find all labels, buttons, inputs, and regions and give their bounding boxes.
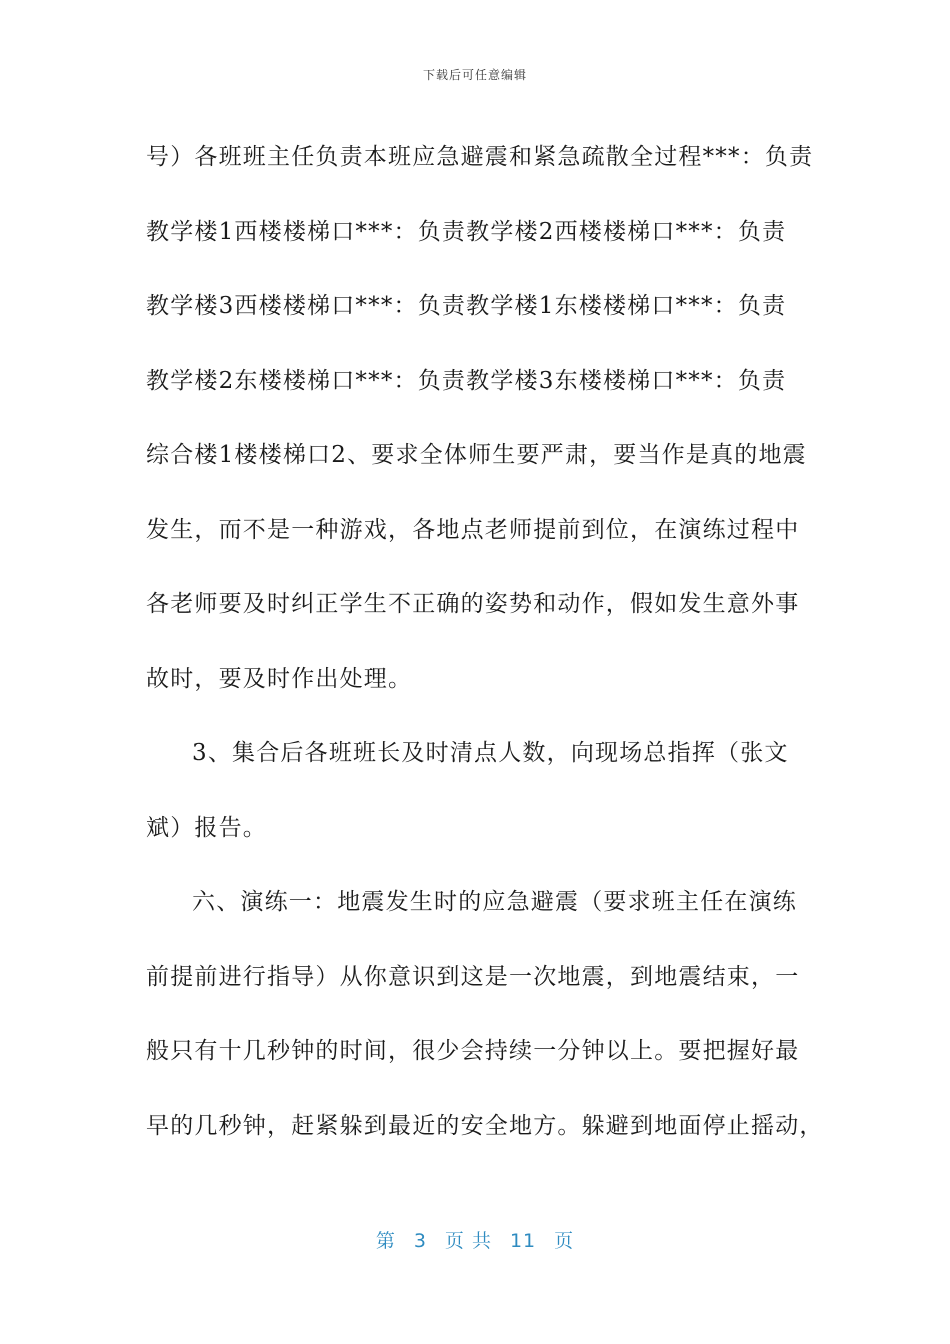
text-line: 发生，而不是一种游戏，各地点老师提前到位，在演练过程中	[146, 516, 800, 543]
footer-prefix: 第	[375, 1230, 396, 1252]
text-line: 斌）报告。	[146, 814, 267, 841]
footer-suffix: 页	[554, 1230, 575, 1252]
text-line: 前提前进行指导）从你意识到这是一次地震，到地震结束，一	[146, 963, 800, 990]
document-body	[146, 120, 824, 1163]
text-line: 各老师要及时纠正学生不正确的姿势和动作，假如发生意外事	[146, 591, 800, 617]
footer-page-number: 3	[413, 1230, 427, 1252]
text-line: 教学楼3西楼楼梯口***：负责教学楼1东楼楼梯口***：负责	[146, 293, 787, 319]
text-line: 3、集合后各班班长及时清点人数，向现场总指挥（张文	[192, 740, 789, 766]
text-line: 教学楼2东楼楼梯口***：负责教学楼3东楼楼梯口***：负责	[146, 367, 787, 394]
text-line: 故时，要及时作出处理。	[146, 665, 413, 692]
text-line: 般只有十几秒钟的时间，很少会持续一分钟以上。要把握好最	[146, 1038, 800, 1064]
text-line: 早的几秒钟，赶紧躲到最近的安全地方。躲避到地面停止摇动，	[146, 1112, 824, 1139]
text-line: 号）各班班主任负责本班应急避震和紧急疏散全过程***：负责	[146, 144, 814, 170]
text-line: 六、演练一：地震发生时的应急避震（要求班主任在演练	[192, 889, 797, 915]
text-line: 综合楼1楼楼梯口2、要求全体师生要严肃，要当作是真的地震	[146, 442, 807, 468]
header-note: 下载后可任意编辑	[422, 68, 527, 82]
footer-total-pages: 11	[509, 1230, 537, 1252]
text-line: 教学楼1西楼楼梯口***：负责教学楼2西楼楼梯口***：负责	[146, 218, 787, 245]
page-footer	[0, 1226, 950, 1253]
footer-middle: 页 共	[444, 1230, 492, 1252]
